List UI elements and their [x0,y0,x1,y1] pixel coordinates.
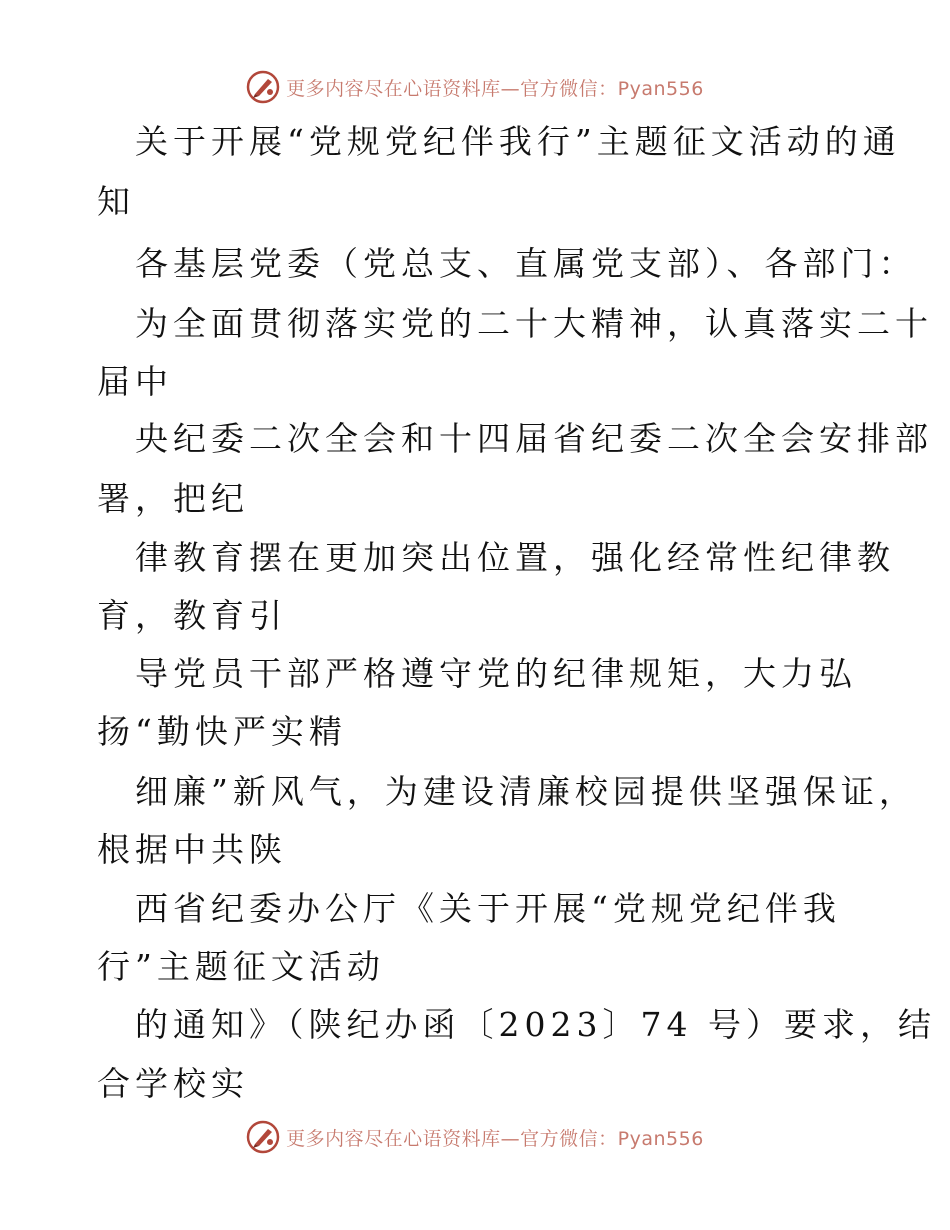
watermark-group [246,1120,704,1154]
doc-text-line: 育，教育引 [97,596,287,635]
watermark-group [246,70,704,104]
doc-text-line: 根据中共陕 [97,830,287,869]
doc-text-line: 为全面贯彻落实党的二十大精神，认真落实二十 [135,304,933,343]
footer-watermark [0,1120,950,1154]
doc-text-line: 合学校实 [97,1064,249,1103]
doc-salutation: 各基层党委（党总支、直属党支部）、各部门： [135,244,917,283]
watermark-text: 更多内容尽在心语资料库—官方微信：Pyan556 [286,77,704,100]
watermark-text: 更多内容尽在心语资料库—官方微信：Pyan556 [286,1127,704,1150]
doc-title-line-2: 知 [97,182,135,221]
doc-text-line: 署，把纪 [97,479,249,518]
brand-logo-icon [246,1120,280,1154]
doc-text-line: 律教育摆在更加突出位置，强化经常性纪律教 [135,538,895,577]
doc-text-line: 导党员干部严格遵守党的纪律规矩，大力弘 [135,654,857,693]
doc-text-line: 西省纪委办公厅《关于开展“党规党纪伴我 [135,889,841,928]
header-watermark [0,70,950,104]
doc-text-line: 细廉”新风气，为建设清廉校园提供坚强保证， [135,772,917,811]
doc-text-line: 扬“勤快严实精 [97,712,347,751]
doc-text-line: 的通知》（陕纪办函〔2023〕74 号）要求，结 [135,1005,936,1044]
doc-text-line: 届中 [97,362,173,401]
doc-text-line: 央纪委二次全会和十四届省纪委二次全会安排部 [135,419,933,458]
doc-text-line: 行”主题征文活动 [97,947,385,986]
doc-title-line-1: 关于开展“党规党纪伴我行”主题征文活动的通 [135,122,901,161]
brand-logo-icon [246,70,280,104]
